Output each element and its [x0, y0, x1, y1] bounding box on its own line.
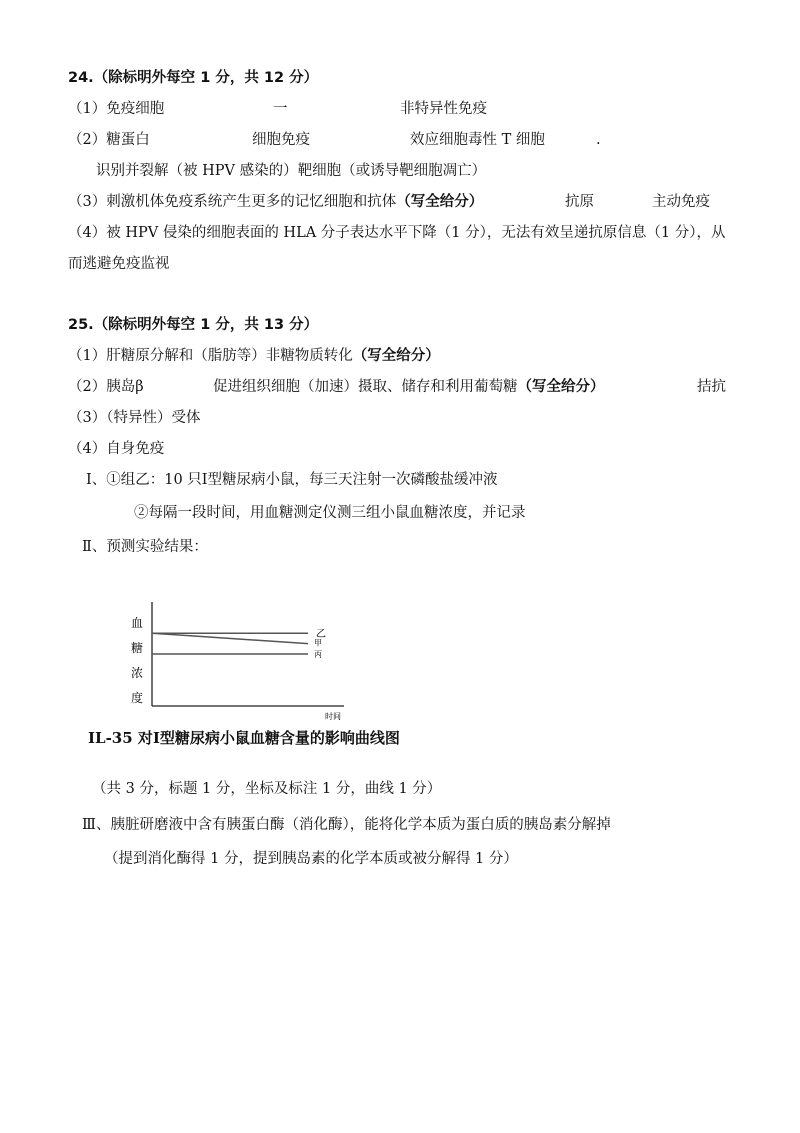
- y-axis-label: [131, 616, 143, 705]
- q25-1-note: （写全给分）: [352, 348, 440, 364]
- q24-2-answer-b: 细胞免疫: [252, 132, 310, 148]
- q24-line-1: [68, 99, 164, 119]
- series-label-甲: 甲: [314, 638, 322, 648]
- q24-3-note: （写全给分）: [396, 194, 484, 210]
- q25-line-2: [68, 377, 144, 397]
- q24-2-answer-a: 糖蛋白: [106, 132, 150, 148]
- q24-line-4: （4）被 HPV 侵染的细胞表面的 HLA 分子表达水平下降（1 分），无法有效呈递抗原信息（1 分），从: [68, 225, 726, 241]
- q24-3-num: （3）: [68, 194, 107, 210]
- q25-2-answer-a: 胰岛β: [106, 379, 144, 395]
- q24-3-answer-c: 主动免疫: [652, 194, 710, 210]
- q25-1-num: （1）: [68, 348, 107, 364]
- q25-line-4: （4）自身免疫: [68, 441, 165, 457]
- q25-header: 25.（除标明外每空 1 分，共 13 分）: [68, 317, 319, 333]
- q25-2-note: （写全给分）: [517, 379, 605, 395]
- q24-1-answer-a: 免疫细胞: [106, 101, 165, 117]
- q24-line-4b: 而逃避免疫监视: [68, 256, 170, 272]
- q24-3-answer-a: 刺激机体免疫系统产生更多的记忆细胞和抗体: [106, 194, 397, 210]
- series-label-丙: 丙: [314, 650, 322, 659]
- q24-2-answer-c: 效应细胞毒性 T 细胞: [410, 132, 545, 148]
- q24-2-answer-d: 识别并裂解（被 HPV 感染的）靶细胞（或诱导靶细胞凋亡）: [96, 163, 487, 179]
- q25-item-ii: Ⅱ、预测实验结果：: [82, 539, 208, 555]
- q24-2-num: （2）: [68, 132, 107, 148]
- series-label-乙: 乙: [316, 629, 326, 641]
- q25-1-answer: 肝糖原分解和（脂肪等）非糖物质转化: [106, 348, 353, 364]
- x-axis-label: 时间: [325, 712, 341, 721]
- q25-item-i-2: ②每隔一段时间，用血糖测定仪测三组小鼠血糖浓度，并记录: [134, 505, 526, 521]
- q25-item-iii-note: （提到消化酶得 1 分，提到胰岛素的化学本质或被分解得 1 分）: [104, 851, 518, 867]
- q25-2-answer-b: 促进组织细胞（加速）摄取、储存和利用葡萄糖: [213, 379, 518, 395]
- q24-line-2: [68, 130, 150, 150]
- q24-line-3: [68, 192, 483, 212]
- q24-1-num: （1）: [68, 101, 107, 117]
- q24-1-answer-c: 非特异性免疫: [400, 101, 487, 117]
- y-axis-label-char: 血: [131, 616, 144, 630]
- q24-header: 24.（除标明外每空 1 分，共 12 分）: [68, 70, 319, 86]
- y-axis-label-char: 度: [131, 691, 144, 705]
- q25-line-1: [68, 346, 440, 366]
- q25-chart-score: （共 3 分，标题 1 分，坐标及标注 1 分，曲线 1 分）: [92, 781, 442, 797]
- y-axis-label-char: 浓: [131, 666, 144, 680]
- q24-3-answer-b: 抗原: [565, 194, 594, 210]
- q25-item-iii: Ⅲ、胰脏研磨液中含有胰蛋白酶（消化酶），能将化学本质为蛋白质的胰岛素分解掉: [82, 817, 611, 833]
- series-line-甲: [152, 633, 308, 643]
- q25-item-i-1: Ⅰ、①组乙：10 只Ⅰ型糖尿病小鼠，每三天注射一次磷酸盐缓冲液: [86, 472, 498, 488]
- q25-2-answer-b-wrap: [213, 377, 605, 397]
- q24-1-answer-b: 一: [273, 101, 288, 117]
- q25-line-3: （3）（特异性）受体: [68, 410, 201, 426]
- y-axis-label-char: 糖: [131, 641, 144, 655]
- blood-sugar-chart: [120, 598, 400, 728]
- q25-2-num: （2）: [68, 379, 107, 395]
- chart-title: IL-35 对Ⅰ型糖尿病小鼠血糖含量的影响曲线图: [88, 729, 400, 747]
- q25-2-answer-c: 拮抗: [697, 379, 726, 395]
- q24-2-dot: .: [596, 132, 601, 148]
